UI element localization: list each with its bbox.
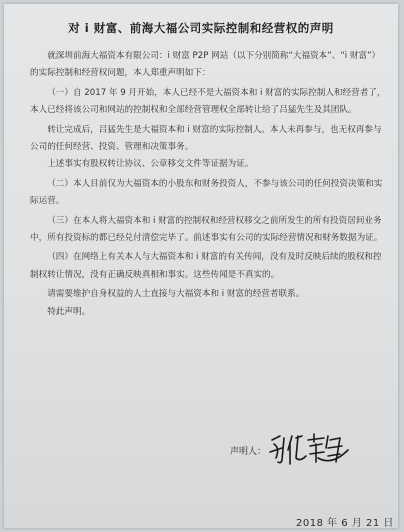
paragraph-contact: 请需要维护自身权益的人士直接与大福资本和 i 财富的经营者联系。 [47,289,305,300]
paragraph-item-4: （四）在网络上有关本人与大福资本和 i 财富的有关传闻，没有及时反映后续的股权和控制权转让情况，没有正确反映真相和事实。这些传闻是不真实的。 [30,252,382,280]
signature-label: 声明人： [230,447,267,457]
paragraph-evidence: 上述事实有股权转让协议、公章移交文件等证据为证。 [47,159,254,170]
paragraph-item-2: （二）本人目前仅为大福资本的小股东和财务投资人，不参与该公司的任何投资决策和实际运营。 [30,178,383,207]
paragraph-transfer: 转让完成后，吕猛先生是大福资本和 i 财富的实际控制人。本人未再参与，也无权再参与公司的任何经营、投资、管理和决策事务。 [30,124,382,153]
document-body [30,48,388,321]
paragraph-closing: 特此声明。 [47,306,91,317]
paragraph-item-1: （一）自 2017 年 9 月开始，本人已经不是大福资本和 i 财富的实际控制人和经营者了，本人已经将该公司和网站的控制权和全部经营管理权全部转让给了吕猛先生及其团队。 [30,87,386,116]
document-date: 2018 年 6 月 21 日 [296,518,394,529]
paragraph-intro: 就深圳前海大福资本有限公司：i 财富 P2P 网站（以下分别简称“大福资本”、“i 财富”）的实际控制和经营权问题，本人郑重声明如下： [30,51,381,79]
document-title: 对 i 财富、前海大福公司实际控制和经营权的声明 [68,21,334,35]
statement-document [4,4,398,528]
paragraph-item-3: （三）在本人将大福资本和 i 财富的控制权和经营权移交之前所发生的所有投资居间业务中，所有投资标的都已经兑付清偿完毕了。前述事实有公司的实际经营情况和财务数据为证。 [30,215,383,244]
handwritten-signature [266,428,352,468]
